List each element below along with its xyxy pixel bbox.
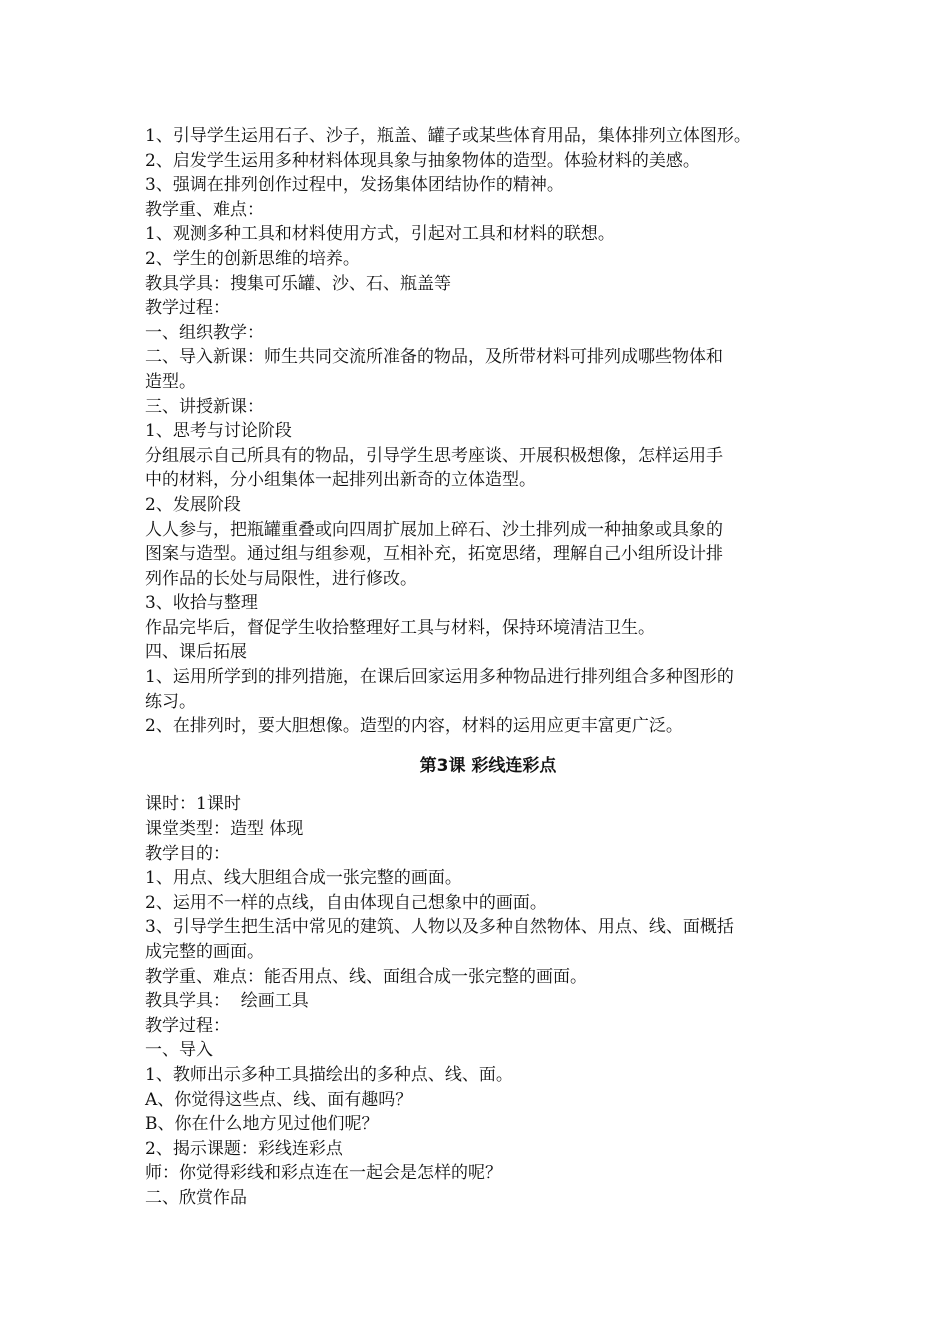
lesson-title: 第3课 彩线连彩点 xyxy=(419,755,557,776)
class-hours-line: 课时：1课时 xyxy=(145,794,241,815)
key-points-line: 教学重、难点：能否用点、线、面组合成一张完整的画面。 xyxy=(145,966,587,987)
process-heading: 教学过程： xyxy=(145,298,230,319)
step-line: 2、揭示课题：彩线连彩点 xyxy=(145,1138,343,1159)
step-line: 造型。 xyxy=(145,371,196,392)
key-point-line: 2、学生的创新思维的培养。 xyxy=(145,248,360,269)
paragraph-line: 中的材料，分小组集体一起排列出新奇的立体造型。 xyxy=(145,470,536,491)
step-line: 四、课后拓展 xyxy=(145,642,247,663)
stage-heading: 2、发展阶段 xyxy=(145,494,241,515)
objective-line: 1、用点、线大胆组合成一张完整的画面。 xyxy=(145,868,462,889)
paragraph-line: 1、运用所学到的排列措施，在课后回家运用多种物品进行排列组合多种图形的 xyxy=(145,667,734,688)
lesson3-section xyxy=(145,792,835,1210)
step-line: 一、导入 xyxy=(145,1040,213,1061)
objective-line: 1、引导学生运用石子、沙子，瓶盖、罐子或某些体育用品，集体排列立体图形。 xyxy=(145,126,751,146)
question-line: B、你在什么地方见过他们呢？ xyxy=(145,1114,379,1135)
teaching-aids-line: 教具学具： 绘画工具 xyxy=(145,991,309,1012)
objective-line: 2、启发学生运用多种材料体现具象与抽象物体的造型。体验材料的美感。 xyxy=(145,150,700,171)
question-line: A、你觉得这些点、线、面有趣吗？ xyxy=(145,1089,413,1110)
paragraph-line: 分组展示自己所具有的物品，引导学生思考座谈、开展积极想像，怎样运用手 xyxy=(145,445,723,466)
objective-line: 3、强调在排列创作过程中，发扬集体团结协作的精神。 xyxy=(145,175,564,196)
step-line: 三、讲授新课： xyxy=(145,396,264,417)
objective-line: 3、引导学生把生活中常见的建筑、人物以及多种自然物体、用点、线、面概括 xyxy=(145,917,734,938)
step-line: 1、教师出示多种工具描绘出的多种点、线、面。 xyxy=(145,1064,513,1085)
step-line: 二、导入新课：师生共同交流所准备的物品，及所带材料可排列成哪些物体和 xyxy=(145,347,723,368)
paragraph-line: 图案与造型。通过组与组参观，互相补充，拓宽思绪，理解自己小组所设计排 xyxy=(145,544,723,565)
class-type-line: 课堂类型：造型 体现 xyxy=(145,819,304,840)
stage-heading: 1、思考与讨论阶段 xyxy=(145,421,292,442)
stage-heading: 3、收拾与整理 xyxy=(145,593,258,614)
paragraph-line: 人人参与，把瓶罐重叠或向四周扩展加上碎石、沙土排列成一种抽象或具象的 xyxy=(145,519,723,540)
lesson-plan-section xyxy=(145,124,835,739)
process-heading: 教学过程： xyxy=(145,1015,230,1036)
objectives-heading: 教学目的： xyxy=(145,843,230,864)
objective-line: 2、运用不一样的点线，自由体现自己想象中的画面。 xyxy=(145,892,547,913)
step-line: 二、欣赏作品 xyxy=(145,1187,247,1208)
objective-line: 成完整的画面。 xyxy=(145,942,264,962)
key-points-heading: 教学重、难点： xyxy=(145,199,264,220)
teaching-aids-line: 教具学具：搜集可乐罐、沙、石、瓶盖等 xyxy=(145,273,451,294)
step-line: 一、组织教学： xyxy=(145,322,264,343)
paragraph-line: 2、在排列时，要大胆想像。造型的内容，材料的运用应更丰富更广泛。 xyxy=(145,716,683,737)
paragraph-line: 练习。 xyxy=(145,691,196,712)
teacher-line: 师：你觉得彩线和彩点连在一起会是怎样的呢？ xyxy=(145,1163,502,1184)
paragraph-line: 列作品的长处与局限性，进行修改。 xyxy=(145,568,417,589)
document-body xyxy=(145,124,835,1211)
key-point-line: 1、观测多种工具和材料使用方式，引起对工具和材料的联想。 xyxy=(145,224,615,245)
paragraph-line: 作品完毕后，督促学生收拾整理好工具与材料，保持环境清洁卫生。 xyxy=(145,617,655,638)
